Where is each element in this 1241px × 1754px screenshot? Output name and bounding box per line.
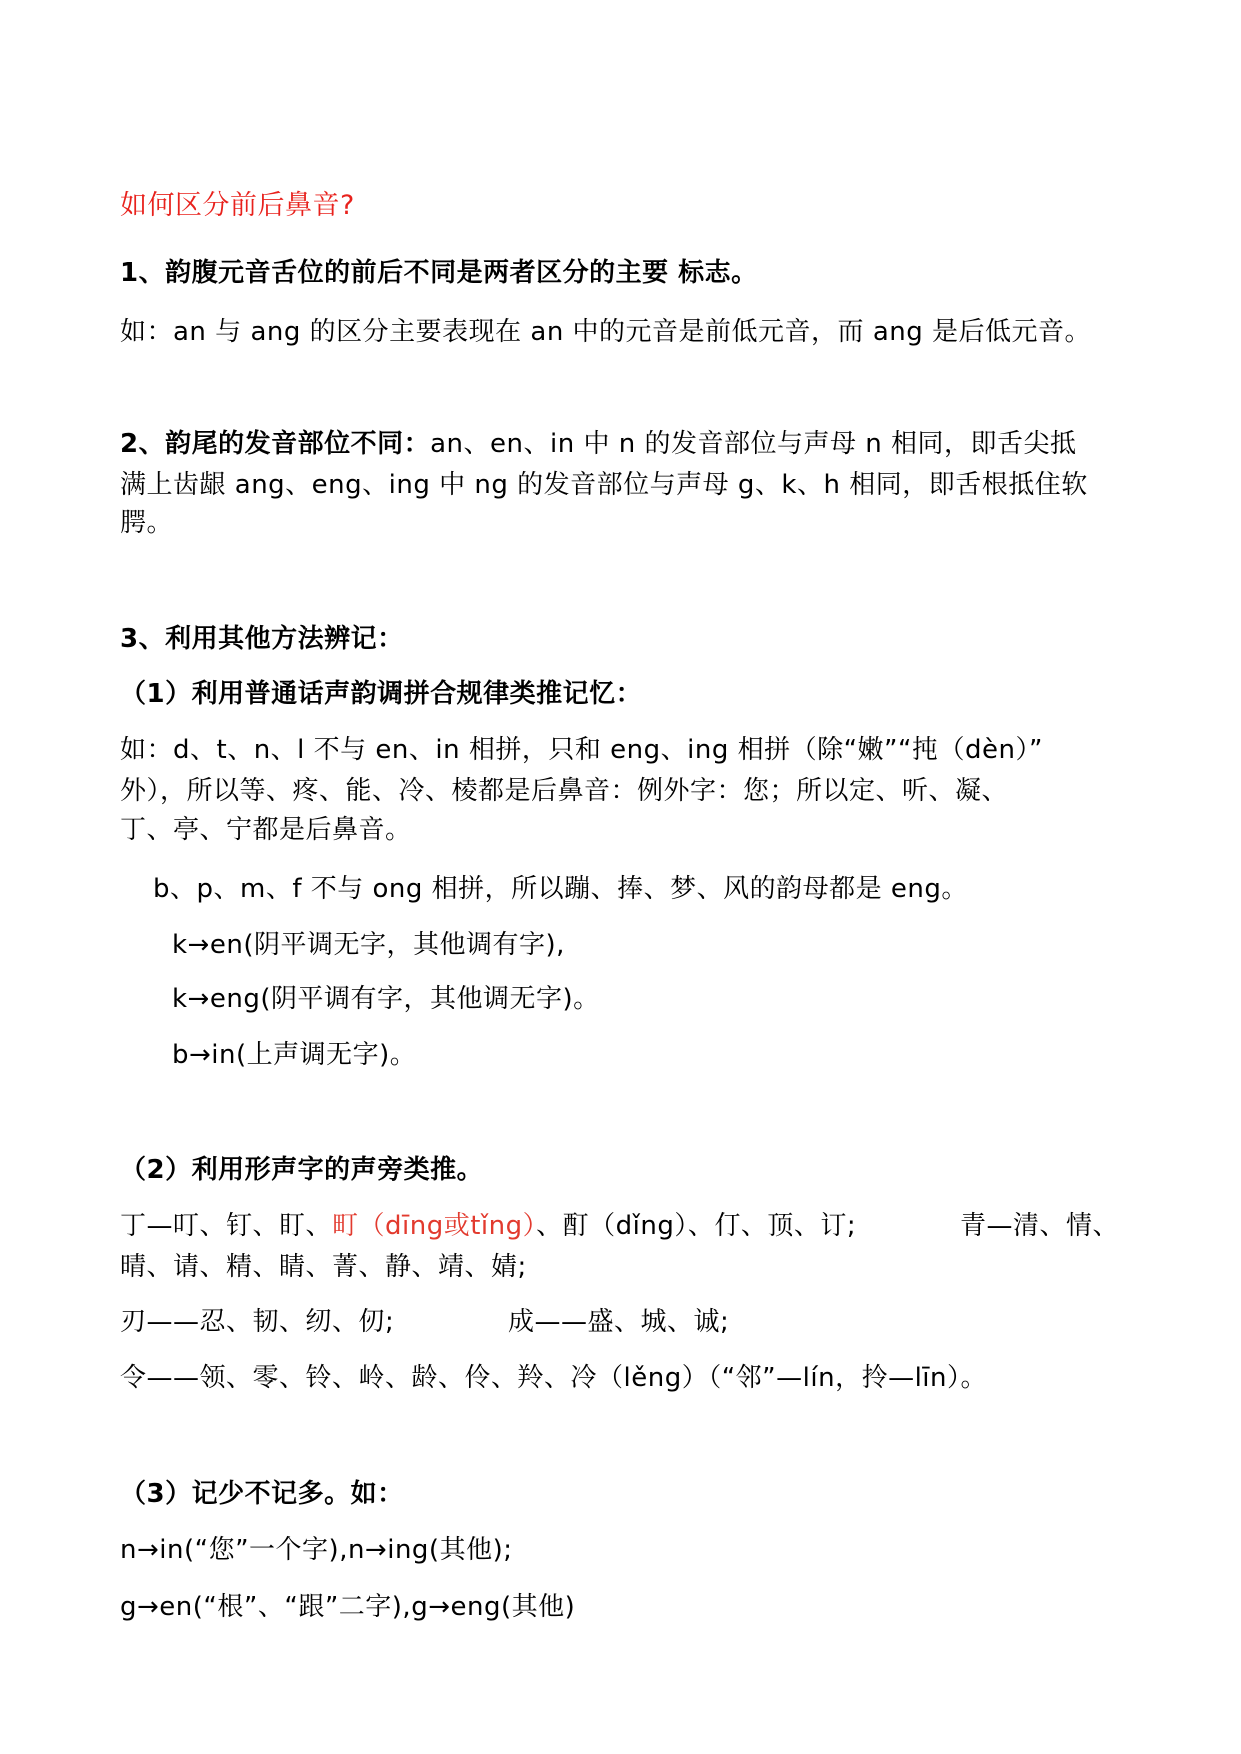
sub2-ren-row xyxy=(0,1304,1241,1340)
sub1-rule-2: k→eng(阴平调有字，其他调无字)。 xyxy=(172,984,600,1014)
section2-line-3: 腭。 xyxy=(120,508,174,538)
section2-line-2: 满上齿龈 ang、eng、ing 中 ng 的发音部位与声母 g、k、h 相同，即舌根抵住软 xyxy=(120,470,1088,500)
ding-before: 丁—叮、钉、盯、 xyxy=(120,1211,333,1241)
ding-highlight: 町（dīng或tǐng） xyxy=(332,1211,537,1241)
sub1-bpmf: b、p、m、f 不与 ong 相拼，所以蹦、捧、梦、风的韵母都是 eng。 xyxy=(153,874,968,904)
sub2-ling: 令——领、零、铃、岭、龄、伶、羚、冷（lěng）（“邻”—lín，拎—līn）。 xyxy=(120,1363,987,1393)
page-title: 如何区分前后鼻音? xyxy=(120,190,355,221)
section2-text: an、en、in 中 n 的发音部位与声母 n 相同，即舌尖抵 xyxy=(430,429,1077,459)
sub1-line-1: 如：d、t、n、l 不与 en、in 相拼，只和 eng、ing 相拼（除“嫩”“扽（dèn）” xyxy=(120,735,1043,765)
sub3-heading: （3）记少不记多。如： xyxy=(120,1479,404,1509)
section3-heading: 3、利用其他方法辨记： xyxy=(120,624,404,654)
section2-line-1 xyxy=(120,426,1076,462)
sub3-line-2: g→en(“根”、“跟”二字),g→eng(其他) xyxy=(120,1592,576,1622)
ding-after: 、酊（dǐng）、仃、顶、订; xyxy=(536,1211,857,1241)
section1-example: 如：an 与 ang 的区分主要表现在 an 中的元音是前低元音，而 ang 是后低元音。 xyxy=(120,317,1092,347)
sub1-rule-3: b→in(上声调无字)。 xyxy=(172,1040,417,1070)
sub2-heading: （2）利用形声字的声旁类推。 xyxy=(120,1155,484,1185)
section2-heading: 2、韵尾的发音部位不同： xyxy=(120,429,431,459)
sub2-qing-cont: 晴、请、精、睛、菁、静、靖、婧; xyxy=(120,1252,527,1282)
sub2-cheng: 成——盛、城、诚; xyxy=(508,1307,730,1337)
sub2-ding-line xyxy=(120,1208,856,1244)
sub1-rule-1: k→en(阴平调无字，其他调有字), xyxy=(172,930,565,960)
sub1-line-2: 外），所以等、疼、能、冷、棱都是后鼻音：例外字：您；所以定、听、凝、 xyxy=(120,776,1009,806)
sub1-heading: （1）利用普通话声韵调拼合规律类推记忆： xyxy=(120,679,643,709)
sub2-ding-row xyxy=(0,1208,1241,1244)
sub1-line-3: 丁、亭、宁都是后鼻音。 xyxy=(120,815,412,845)
sub3-line-1: n→in(“您”一个字),n→ing(其他); xyxy=(120,1535,513,1565)
section1-heading: 1、韵腹元音舌位的前后不同是两者区分的主要 标志。 xyxy=(120,258,758,288)
sub2-ren: 刃——忍、韧、纫、仞; xyxy=(120,1307,395,1337)
sub2-qing: 青—清、情、 xyxy=(960,1211,1120,1241)
